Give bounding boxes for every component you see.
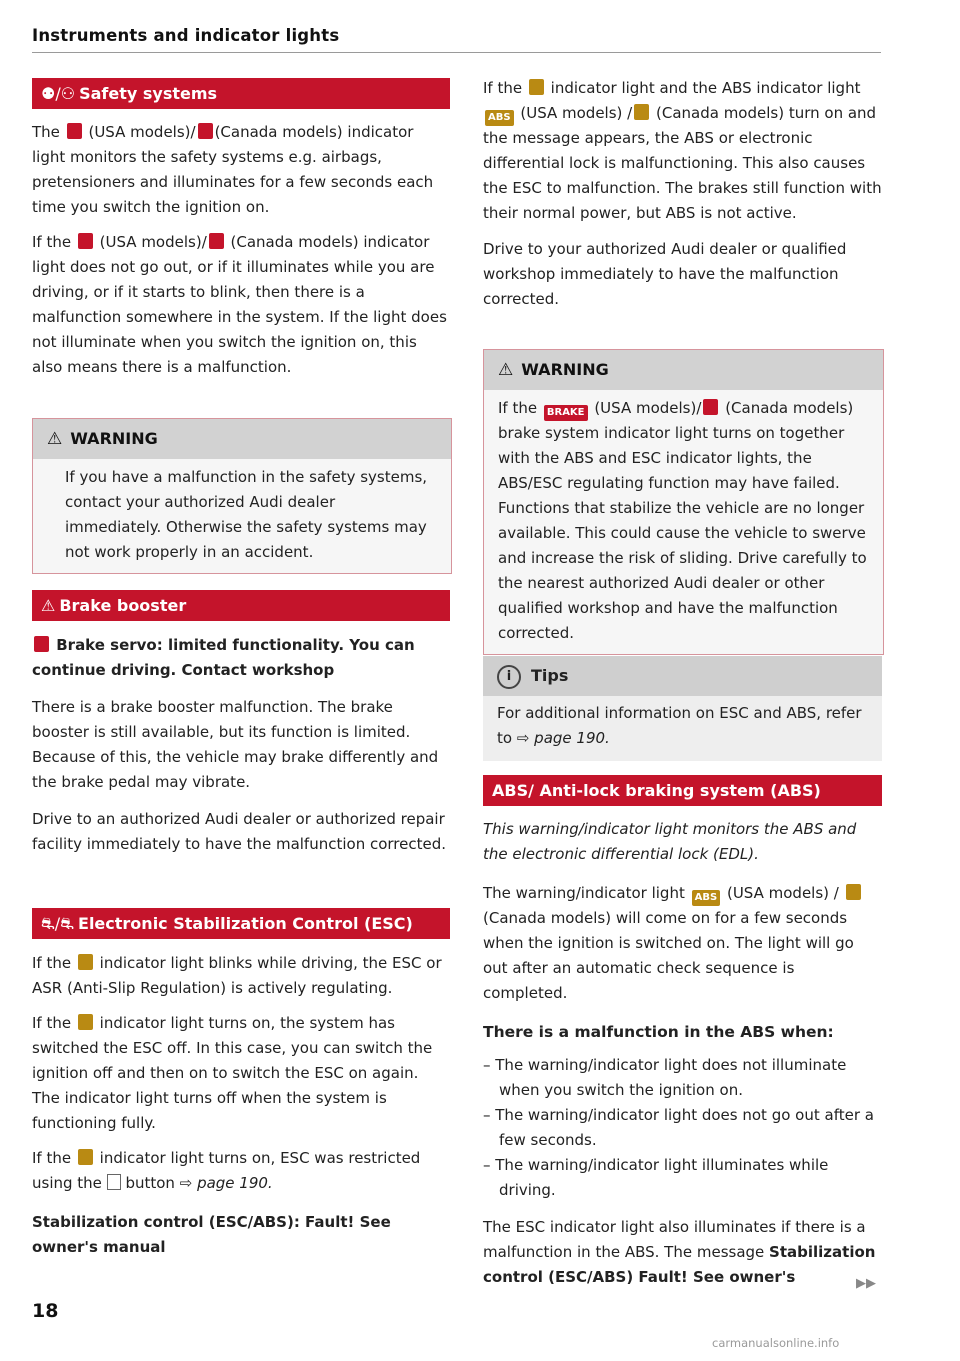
abs-canada-icon (846, 884, 861, 900)
abs-malfunction-subheading: There is a malfunction in the ABS when: (483, 1023, 834, 1041)
abs-usa-icon: ABS (692, 890, 721, 906)
list-item: – The warning/indicator light does not illuminate when you switch the ignition on. (483, 1056, 847, 1099)
esc-heading: ⛐/⛐ Electronic Stabilization Control (ESC) (32, 908, 450, 939)
safety-paragraph-1: The (USA models)/ (Canada models) indicator light monitors the safety systems e.g. airbags, pretensioners and illuminates for a few seconds each time you switch the ignition on. (32, 123, 434, 216)
airbag-usa-icon (67, 123, 82, 139)
page-number: 18 (32, 1300, 59, 1322)
tips-box (483, 656, 882, 761)
tips-text: For additional information on ESC and ABS, refer to ⇨ page 190. (497, 704, 862, 747)
watermark: carmanualsonline.info (712, 1336, 840, 1350)
airbag-canada-icon (209, 233, 224, 249)
abs-canada-icon (634, 104, 649, 120)
abs-heading: ABS/ Anti-lock braking system (ABS) (483, 775, 882, 806)
brake-warning-box (483, 349, 884, 655)
tips-header: i Tips (483, 656, 882, 696)
esc-indicator-icon (78, 1014, 93, 1030)
brake-booster-paragraph-2: Drive to an authorized Audi dealer or authorized repair facility immediately to have the malfunction corrected. (32, 810, 447, 853)
esc-indicator-icon (529, 79, 544, 95)
esc-button-icon (107, 1174, 121, 1190)
safety-paragraph-2: If the (USA models)/ (Canada models) indicator light does not go out, or if it illuminates while you are driving, or if it starts to blink, then there is a malfunction somewhere in the system. If the light does not illuminate when you switch the ignition on, this also means there is a malfunction. (32, 233, 447, 376)
page-header-title: Instruments and indicator lights (32, 26, 340, 45)
brake-booster-paragraph-1: There is a brake booster malfunction. The brake booster is still available, but its function is limited. Because of this, the vehicle may brake differently and the brake pedal may vibrate. (32, 698, 439, 791)
airbag-canada-icon (198, 123, 213, 139)
abs-last-paragraph: The ESC indicator light also illuminates if there is a malfunction in the ABS. The message Stabilization control (ESC/ABS) Fault! See owner's (483, 1218, 876, 1286)
list-item: – The warning/indicator light illuminates while driving. (483, 1156, 829, 1199)
warning-header: ⚠ WARNING (484, 350, 883, 390)
abs-usa-icon: ABS (485, 110, 514, 126)
esc-icon: ⛐/⛐ (41, 914, 75, 933)
dealer-paragraph: Drive to your authorized Audi dealer or qualified workshop immediately to have the malfunction corrected. (483, 240, 847, 308)
esc-paragraph-1: If the indicator light blinks while driving, the ESC or ASR (Anti-Slip Regulation) is actively regulating. (32, 954, 442, 997)
esc-paragraph-2: If the indicator light turns on, the system has switched the ESC off. In this case, you can switch the ignition off and then on to switch the ESC on again. The indicator light turns off when the system is functioning fully. (32, 1014, 433, 1132)
header-rule (32, 52, 881, 53)
page-reference: ⇨ page 190. (179, 1174, 273, 1192)
brake-canada-icon (703, 399, 718, 415)
brake-warning-icon (34, 636, 49, 652)
brake-usa-icon: BRAKE (544, 405, 588, 421)
airbag-icon: ⚉/⚇ (41, 84, 76, 103)
brake-booster-heading: ⚠ Brake booster (32, 590, 450, 621)
esc-indicator-icon (78, 954, 93, 970)
list-item: – The warning/indicator light does not go out after a few seconds. (483, 1106, 874, 1149)
esc-paragraph-3: If the indicator light turns on, ESC was restricted using the button ⇨ page 190. (32, 1149, 421, 1192)
warning-text: If you have a malfunction in the safety systems, contact your authorized Audi dealer immediately. Otherwise the safety systems may not work properly in an accident. (65, 468, 428, 561)
safety-systems-heading: ⚉/⚇ Safety systems (32, 78, 450, 109)
abs-paragraph: The warning/indicator light ABS (USA models) / (Canada models) will come on for a few seconds when the ignition is switched on. The light will go out after an automatic check sequence is completed. (483, 881, 882, 1006)
warning-triangle-icon: ⚠ (498, 360, 514, 380)
esc-fault-subheading: Stabilization control (ESC/ABS): Fault! See owner's manual (32, 1213, 391, 1256)
abs-intro: This warning/indicator light monitors the ABS and the electronic differential lock (EDL). (483, 820, 857, 863)
info-icon: i (497, 665, 521, 689)
esc-off-indicator-icon (78, 1149, 93, 1165)
safety-warning-box (32, 418, 452, 574)
abs-esc-paragraph: If the indicator light and the ABS indicator light ABS (USA models) / (Canada models) turn on and the message appears, the ABS or electronic differential lock is malfunctioning. This also causes the ESC to malfunction. The brakes still function with their normal power, but ABS is not active. (483, 79, 882, 222)
brake-booster-subheading: Brake servo: limited functionality. You can continue driving. Contact workshop (32, 636, 415, 679)
warning-triangle-icon: ⚠ (41, 596, 56, 615)
warning-header: ⚠ WARNING (33, 419, 451, 459)
airbag-usa-icon (78, 233, 93, 249)
warning-triangle-icon: ⚠ (47, 429, 63, 449)
brake-warning-text: If the BRAKE (USA models)/ (Canada models) brake system indicator light turns on together with the ABS and ESC indicator lights, the ABS/ESC regulating function may have failed. Functions that stabilize the vehicle are no longer available. This could cause the vehicle to swerve and increase the risk of sliding. Drive carefully to the nearest authorized Audi dealer or other qualified workshop and have the malfunction corrected. (498, 399, 867, 642)
continue-arrow-icon: ▶▶ (856, 1276, 876, 1291)
